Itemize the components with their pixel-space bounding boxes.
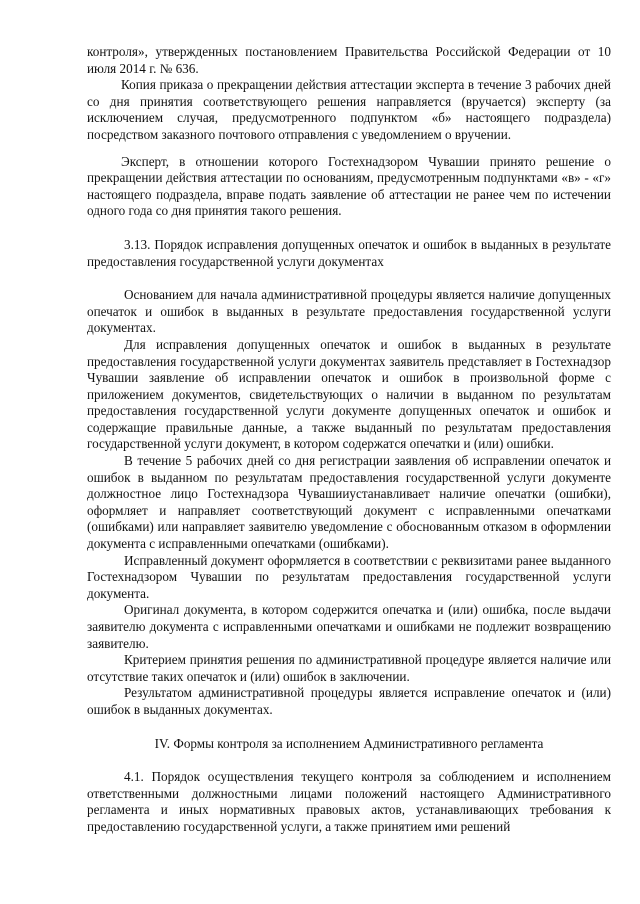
paragraph-corrected-document: Исправленный документ оформляется в соответствии с реквизитами ранее выданного Гостехнадзором Чувашии по результатам предоставления государственной услуги документа.	[87, 552, 611, 601]
section-heading-iv: IV. Формы контроля за исполнением Административного регламента	[154, 735, 544, 751]
spacer	[87, 270, 611, 287]
spacer	[87, 719, 611, 736]
paragraph-correction-request: Для исправления допущенных опечаток и ошибок в выданных в результате предоставления государственной услуги документах заявитель представляет в Гостехнадзор Чувашии заявление об исправлении опечаток и ошибок в произвольной форме с приложением документов, свидетельствующих о наличии в выданном по результатам предоставления государственной услуги документе допущенных опечаток и ошибок и содержащие правильные данные, а также выданный по результатам предоставления государственной услуги документ, в котором содержатся опечатки и (или) ошибки.	[87, 336, 611, 452]
spacer	[87, 144, 611, 154]
paragraph-grounds: Основанием для начала административной процедуры является наличие допущенных опечаток и ошибок в выданных в результате предоставления государственной услуги документах.	[87, 287, 611, 336]
section-heading-3-13: 3.13. Порядок исправления допущенных опечаток и ошибок в выданных в результате предоставления государственной услуги документах	[87, 236, 611, 269]
paragraph-expert-reapply: Эксперт, в отношении которого Гостехнадзором Чувашии принято решение о прекращении действия аттестации по основаниям, предусмотренным подпунктами «в» - «г» настоящего подраздела, вправе подать заявление об аттестации не ранее чем по истечении одного года со дня принятия такого решения.	[87, 153, 611, 219]
spacer	[87, 220, 611, 237]
paragraph-original-document: Оригинал документа, в котором содержится опечатка и (или) ошибка, после выдачи заявителю документа с исправленными опечатками и ошибками не подлежит возвращению заявителю.	[87, 602, 611, 651]
document-page	[87, 44, 611, 836]
spacer	[87, 752, 611, 769]
paragraph-five-days: В течение 5 рабочих дней со дня регистрации заявления об исправлении опечаток и ошибок в выданном по результатам предоставления государственной услуги документе должностное лицо Гостехнадзора Чувашииустанавливает наличие опечатки (ошибки), оформляет и направляет соответствующий документ с исправленными опечатками (ошибками) или направляет заявителю уведомление с обоснованным отказом в оформлении документа с исправленными опечатками (ошибками).	[87, 453, 611, 552]
paragraph-continuation: контроля», утвержденных постановлением Правительства Российской Федерации от 10 июля 2014 г. № 636.	[87, 44, 611, 76]
paragraph-copy-of-order: Копия приказа о прекращении действия аттестации эксперта в течение 3 рабочих дней со дня принятия соответствующего решения направляется (вручается) эксперту (за исключением случая, предусмотренного подпунктом «б» настоящего подраздела) посредством заказного почтового отправления с уведомлением о вручении.	[87, 77, 611, 142]
paragraph-result: Результатом административной процедуры является исправление опечаток и (или) ошибок в выданных документах.	[87, 685, 611, 717]
paragraph-decision-criterion: Критерием принятия решения по административной процедуре является наличие или отсутствие таких опечаток и (или) ошибок в заключении.	[87, 652, 611, 684]
paragraph-4-1: 4.1. Порядок осуществления текущего контроля за соблюдением и исполнением ответственными должностными лицами положений настоящего Административного регламента и иных нормативных правовых актов, устанавливающих требования к предоставлению государственной услуги, а также принятием ими решений	[87, 769, 611, 834]
